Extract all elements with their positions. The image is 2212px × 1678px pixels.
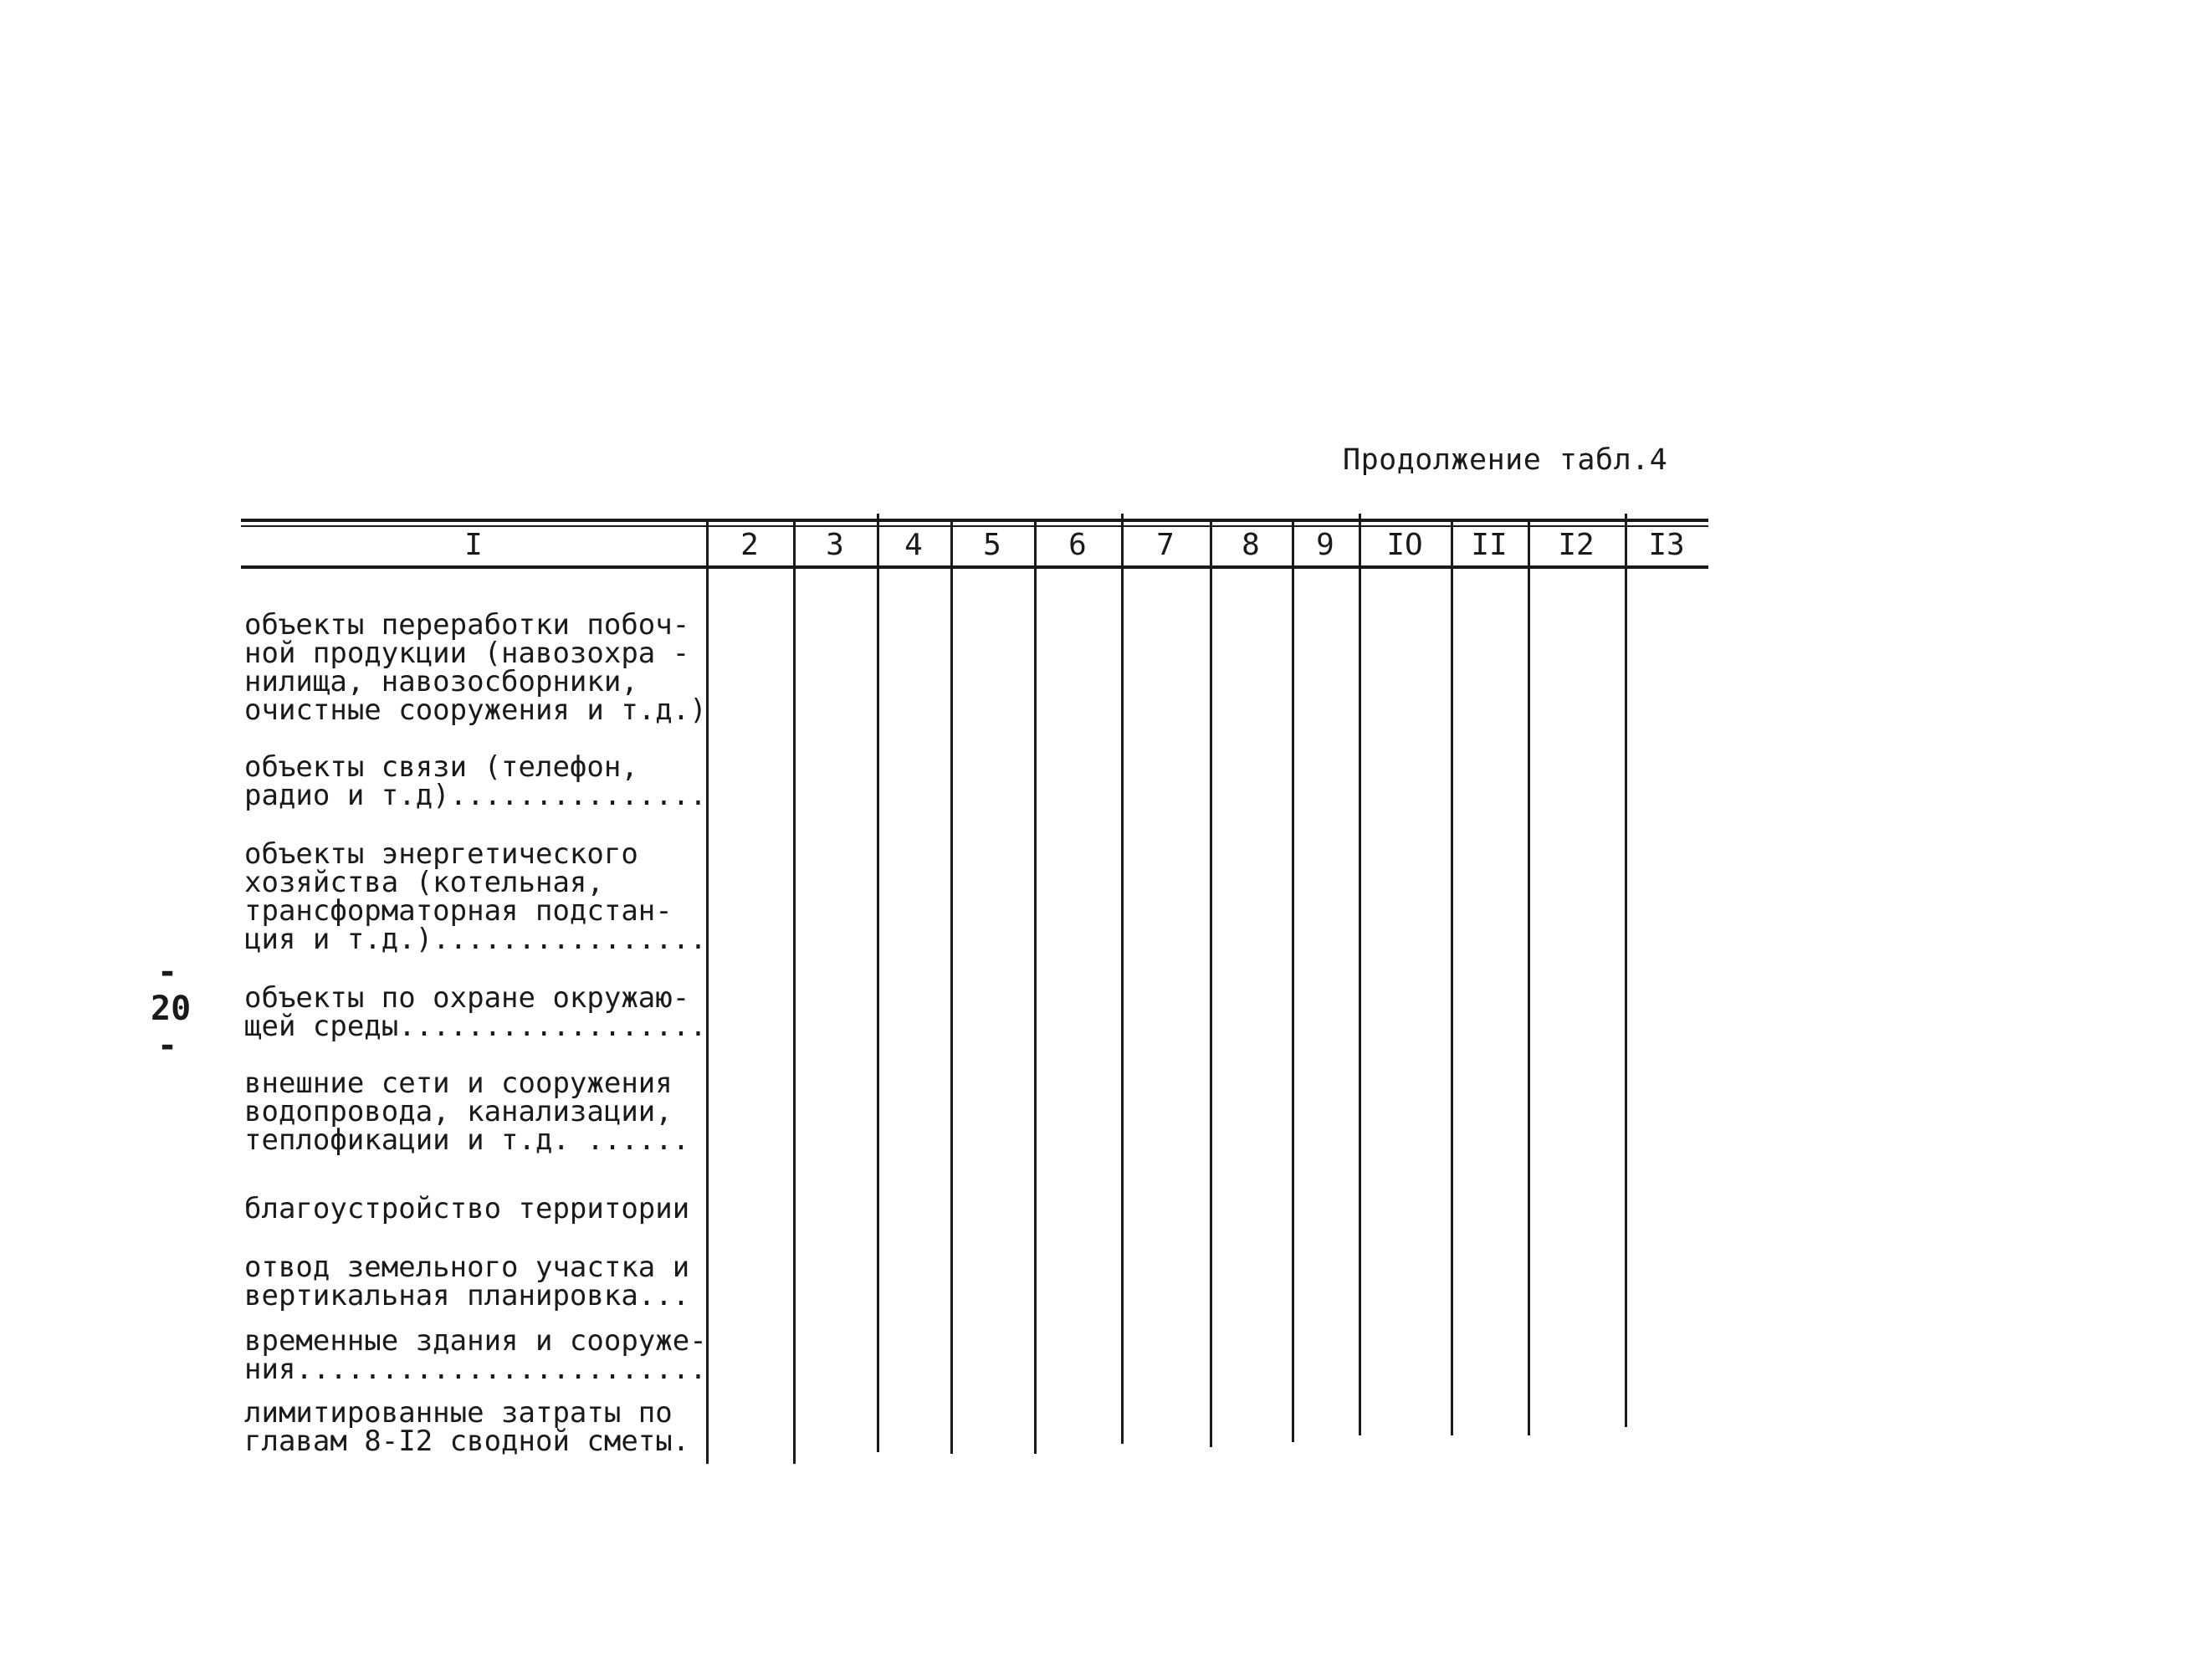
row-label-line: внешние сети и сооружения	[244, 1067, 673, 1100]
table-row-label	[244, 1192, 711, 1225]
table-row-label	[244, 837, 711, 956]
column-number-header: 6	[1068, 528, 1087, 562]
row-label-line: отвод земельного участка и	[244, 1251, 690, 1284]
row-label-line: нилища, навозосборники,	[244, 665, 638, 698]
table-row-label	[244, 1396, 711, 1458]
row-label-line: объекты связи (телефон,	[244, 750, 638, 784]
row-label-line: водопровода, канализации,	[244, 1095, 673, 1128]
column-number-header: 8	[1242, 528, 1260, 562]
column-divider	[1121, 514, 1124, 1444]
row-label-line: ния........................	[244, 1353, 707, 1386]
column-number-header: IO	[1386, 528, 1423, 562]
column-divider	[1292, 519, 1294, 1442]
column-number-header: 7	[1156, 528, 1175, 562]
column-divider	[1359, 514, 1361, 1435]
page-number: - 20 -	[151, 953, 192, 1065]
column-divider	[1451, 519, 1453, 1435]
row-label-line: радио и т.д)...............	[244, 779, 707, 812]
table-row-label	[244, 1324, 711, 1386]
table-row-label	[244, 1067, 711, 1157]
row-label-line: вертикальная планировка...	[244, 1279, 690, 1312]
row-label-line: трансформаторная подстан-	[244, 894, 673, 928]
table-row-label	[244, 1253, 711, 1310]
column-divider	[1625, 514, 1627, 1427]
table-row-label	[244, 981, 711, 1043]
header-bottom-rule	[241, 565, 1708, 569]
column-number-header: 3	[826, 528, 844, 562]
row-label-line: очистные сооружения и т.д.)	[244, 693, 707, 727]
column-divider	[1528, 519, 1530, 1435]
column-divider	[877, 514, 879, 1452]
column-number-header: 5	[983, 528, 1001, 562]
column-number-header: 4	[904, 528, 923, 562]
row-label-line: временные здания и сооруже-	[244, 1324, 707, 1358]
column-number-header: 2	[740, 528, 759, 562]
table-row-label	[244, 750, 711, 812]
row-label-line: объекты по охране окружаю-	[244, 981, 690, 1015]
row-label-line: главам 8-I2 сводной сметы.	[244, 1425, 690, 1458]
table-top-rule	[241, 519, 1708, 522]
row-label-line: объекты энергетического	[244, 837, 638, 871]
row-label-line: хозяйства (котельная,	[244, 866, 604, 899]
column-number-header: I	[464, 528, 483, 562]
table-continuation-caption: Продолжение табл.4	[1343, 443, 1668, 477]
row-label-line: объекты переработки побоч-	[244, 608, 690, 642]
row-label-line: ция и т.д.)................	[244, 923, 707, 956]
column-number-header: 9	[1316, 528, 1334, 562]
row-label-line: теплофикации и т.д. ......	[244, 1123, 690, 1157]
column-number-header: II	[1471, 528, 1508, 562]
table-top-rule-inner	[241, 525, 1708, 527]
column-divider	[793, 519, 796, 1464]
column-number-header: I3	[1648, 528, 1685, 562]
row-label-line: ной продукции (навозохра -	[244, 637, 690, 670]
column-number-header: I2	[1558, 528, 1595, 562]
data-table	[241, 519, 1708, 1457]
row-label-line: щей среды..................	[244, 1010, 707, 1043]
row-label-line: благоустройство территории	[244, 1192, 690, 1225]
column-divider	[1034, 519, 1037, 1454]
column-divider	[950, 519, 953, 1454]
column-divider	[1210, 519, 1212, 1447]
table-row-label	[244, 608, 711, 727]
row-label-line: лимитированные затраты по	[244, 1396, 673, 1430]
